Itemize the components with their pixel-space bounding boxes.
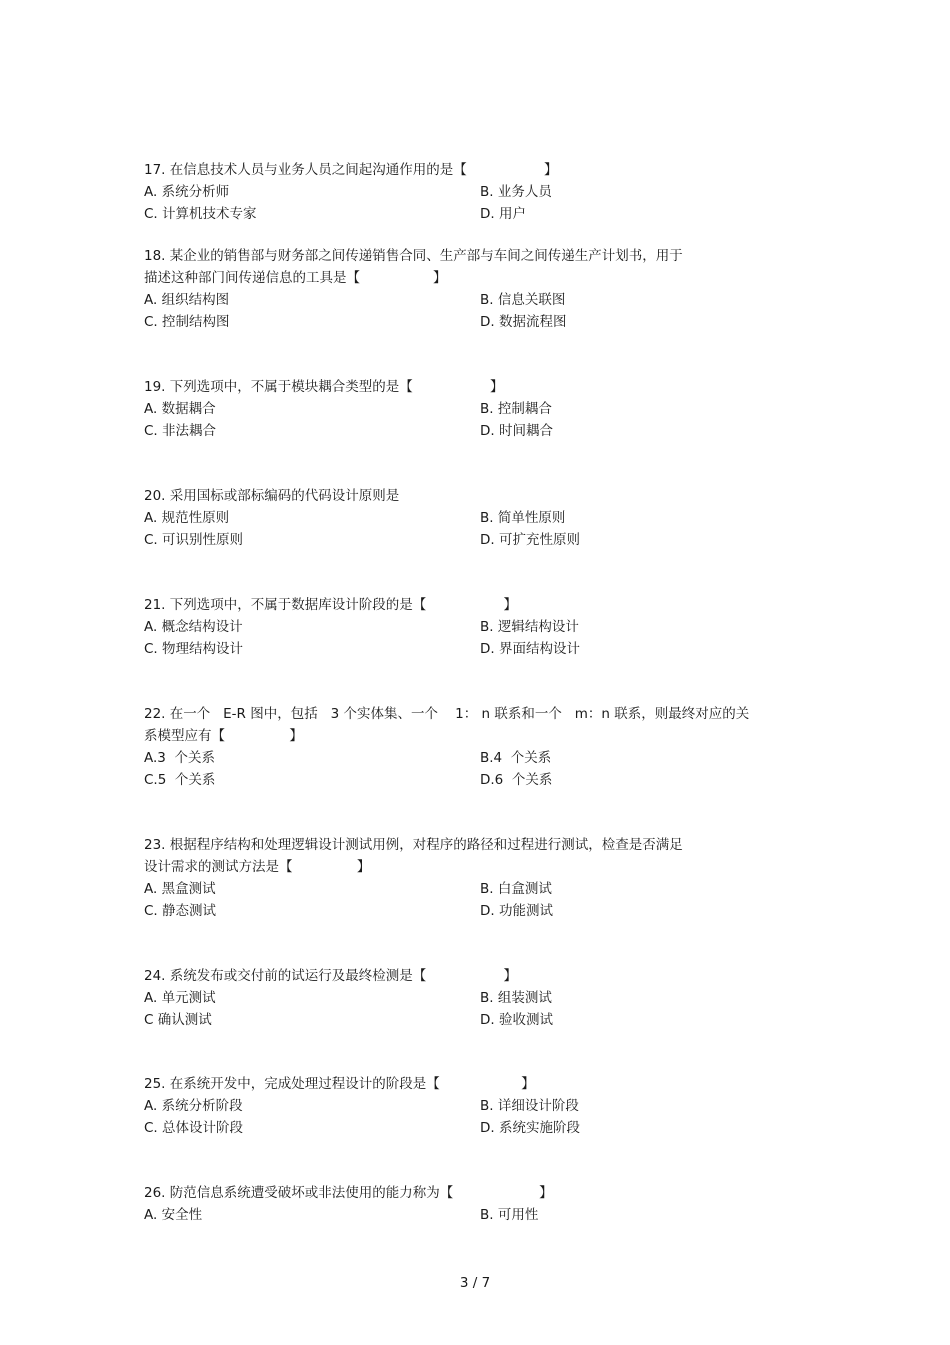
question-text: 21. 下列选项中，不属于数据库设计阶段的是【 】 — [144, 597, 518, 613]
option-d: D. 功能测试 — [480, 903, 553, 919]
option-b: B. 简单性原则 — [480, 510, 566, 526]
question-text: 17. 在信息技术人员与业务人员之间起沟通作用的是【 】 — [144, 162, 558, 178]
option-a: A. 系统分析师 — [144, 184, 230, 200]
question-25 — [144, 1073, 804, 1139]
option-d: D. 验收测试 — [480, 1012, 553, 1028]
option-a: A. 数据耦合 — [144, 401, 216, 417]
option-b: B. 业务人员 — [480, 184, 552, 200]
option-a: A. 安全性 — [144, 1207, 203, 1223]
option-a: A. 系统分析阶段 — [144, 1098, 243, 1114]
question-text: 24. 系统发布或交付前的试运行及最终检测是【 】 — [144, 968, 518, 984]
option-a: A. 组织结构图 — [144, 292, 230, 308]
option-d: D. 可扩充性原则 — [480, 532, 580, 548]
option-a: A. 规范性原则 — [144, 510, 230, 526]
option-d: D. 数据流程图 — [480, 314, 567, 330]
question-text: 26. 防范信息系统遭受破坏或非法使用的能力称为【 】 — [144, 1185, 553, 1201]
question-text: 25. 在系统开发中，完成处理过程设计的阶段是【 】 — [144, 1076, 535, 1092]
option-c: C. 总体设计阶段 — [144, 1120, 244, 1136]
option-c: C. 可识别性原则 — [144, 532, 244, 548]
question-23 — [144, 834, 804, 922]
option-c: C. 静态测试 — [144, 903, 217, 919]
option-c: C 确认测试 — [144, 1012, 212, 1028]
question-19 — [144, 376, 804, 442]
option-b: B. 控制耦合 — [480, 401, 552, 417]
question-text: 20. 采用国标或部标编码的代码设计原则是 — [144, 488, 400, 504]
option-c: C. 计算机技术专家 — [144, 206, 257, 222]
question-21 — [144, 594, 804, 660]
question-text: 22. 在一个 E-R 图中，包括 3 个实体集、一个 1： n 联系和一个 m：n 联系，则最终对应的关 — [144, 706, 750, 722]
option-b: B. 白盒测试 — [480, 881, 552, 897]
option-d: D. 时间耦合 — [480, 423, 553, 439]
option-a: A. 概念结构设计 — [144, 619, 243, 635]
option-c: C. 非法耦合 — [144, 423, 217, 439]
page-number: 3 / 7 — [459, 1275, 491, 1291]
question-18 — [144, 245, 804, 333]
option-b: B. 组装测试 — [480, 990, 552, 1006]
question-20 — [144, 485, 804, 551]
question-text: 19. 下列选项中，不属于模块耦合类型的是【 】 — [144, 379, 504, 395]
question-text: 23. 根据程序结构和处理逻辑设计测试用例，对程序的路径和过程进行测试，检查是否满足 — [144, 837, 683, 853]
question-text-cont: 描述这种部门间传递信息的工具是【 】 — [144, 270, 447, 286]
option-b: B. 信息关联图 — [480, 292, 566, 308]
question-text: 18. 某企业的销售部与财务部之间传递销售合同、生产部与车间之间传递生产计划书，用于 — [144, 248, 683, 264]
question-22 — [144, 703, 804, 791]
question-17 — [144, 159, 804, 225]
option-b: B. 逻辑结构设计 — [480, 619, 579, 635]
option-a: A. 单元测试 — [144, 990, 216, 1006]
question-text-cont: 系模型应有【 】 — [144, 728, 303, 744]
question-26 — [144, 1182, 804, 1226]
option-b: B.4 个关系 — [480, 750, 552, 766]
option-a: A. 黑盒测试 — [144, 881, 216, 897]
option-d: D. 用户 — [480, 206, 526, 222]
option-d: D. 系统实施阶段 — [480, 1120, 580, 1136]
option-c: C.5 个关系 — [144, 772, 216, 788]
option-d: D. 界面结构设计 — [480, 641, 580, 657]
option-d: D.6 个关系 — [480, 772, 553, 788]
question-text-cont: 设计需求的测试方法是【 】 — [144, 859, 371, 875]
option-b: B. 可用性 — [480, 1207, 539, 1223]
option-c: C. 物理结构设计 — [144, 641, 244, 657]
option-c: C. 控制结构图 — [144, 314, 230, 330]
option-a: A.3 个关系 — [144, 750, 215, 766]
question-24 — [144, 965, 804, 1031]
option-b: B. 详细设计阶段 — [480, 1098, 579, 1114]
